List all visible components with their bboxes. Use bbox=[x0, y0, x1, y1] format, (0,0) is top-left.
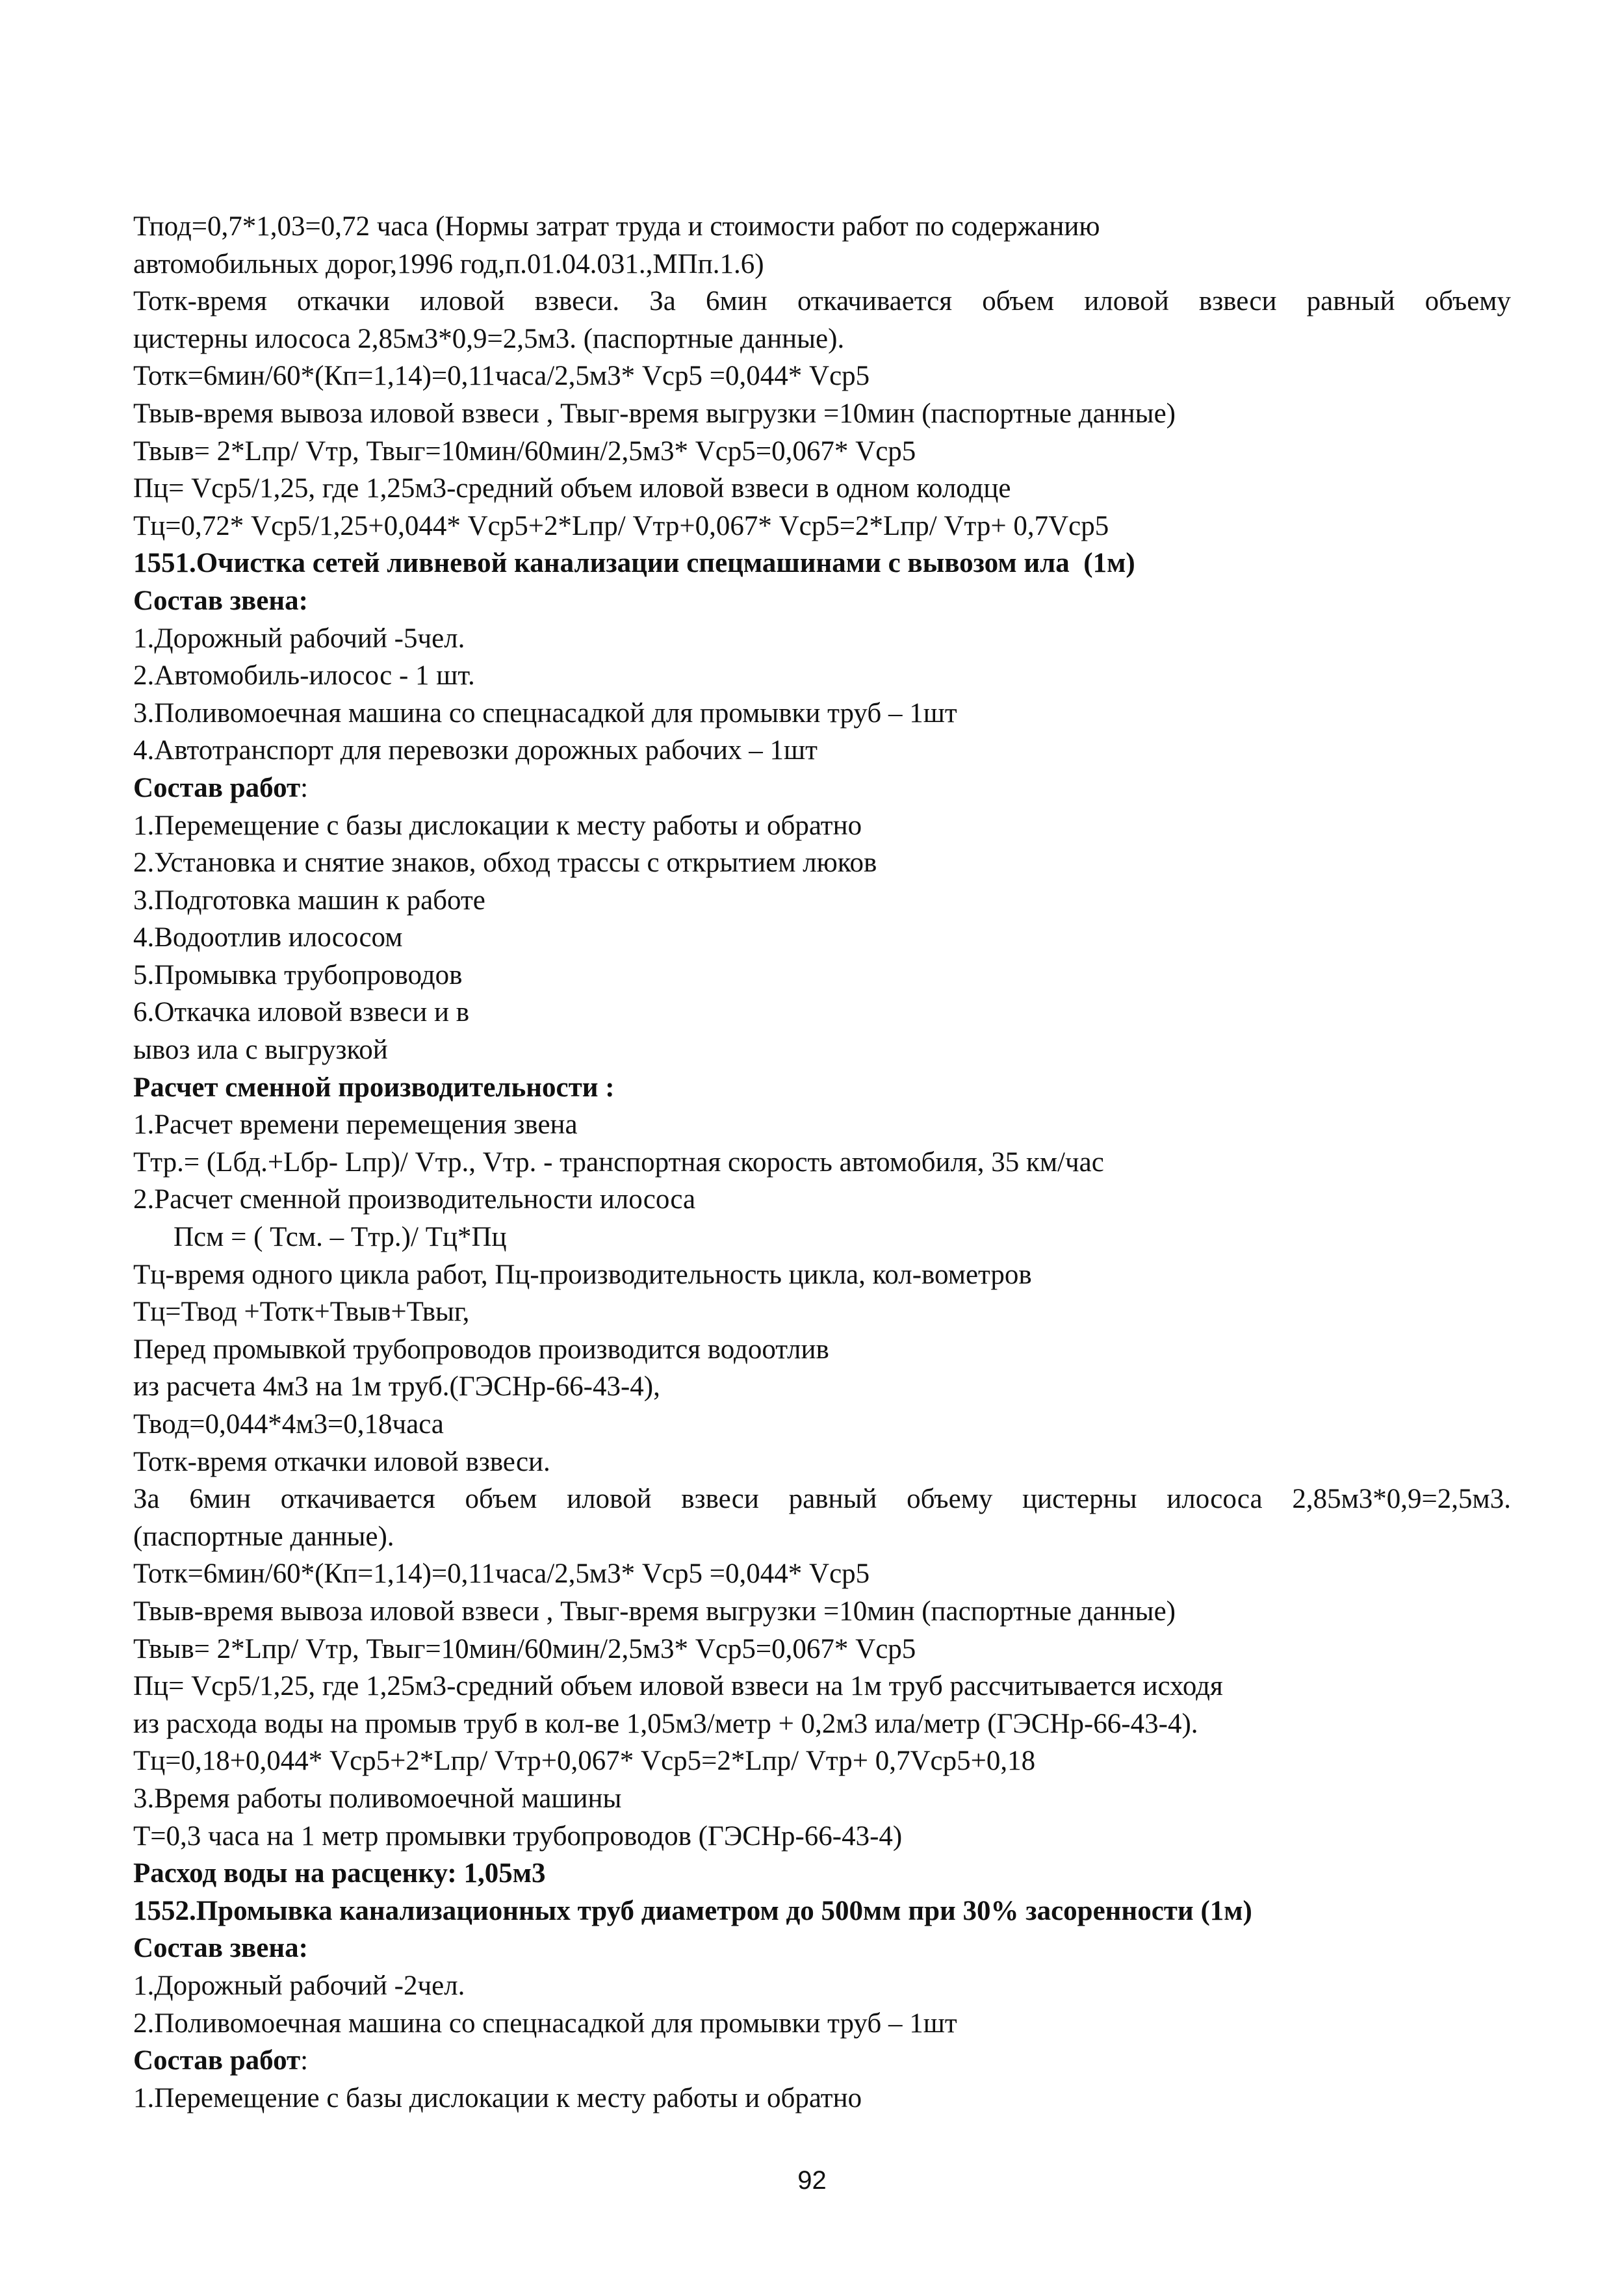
text-line: Тц=0,18+0,044* Vср5+2*Lпр/ Vтр+0,067* Vср5=2*Lпр/ Vтр+ 0,7Vср5+0,18 bbox=[133, 1746, 1036, 1777]
text-line: 3.Поливомоечная машина со спецнасадкой для промывки труб – 1шт bbox=[133, 697, 957, 729]
heading-text: Состав работ bbox=[133, 772, 301, 803]
text-line: Пц= Vср5/1,25, где 1,25м3-средний объем иловой взвеси в одном колодце bbox=[133, 473, 1011, 504]
text-line: 4.Водоотлив илососом bbox=[133, 922, 403, 953]
text-line: Тотк=6мин/60*(Кп=1,14)=0,11часа/2,5м3* Vср5 =0,044* Vср5 bbox=[133, 361, 870, 392]
text-line: Ттр.= (Lбд.+Lбр- Lпр)/ Vтр., Vтр. - транспортная скорость автомобиля, 35 км/час bbox=[133, 1146, 1104, 1178]
text-line: из расчета 4м3 на 1м труб.(ГЭСНр-66-43-4), bbox=[133, 1371, 660, 1402]
page-number: 92 bbox=[797, 2166, 827, 2195]
text-line: Твод=0,044*4м3=0,18часа bbox=[133, 1409, 444, 1440]
text-line: 2.Автомобиль-илосос - 1 шт. bbox=[133, 660, 475, 691]
text-line: 2.Расчет сменной производительности илососа bbox=[133, 1184, 696, 1215]
text-line: 1.Дорожный рабочий -2чел. bbox=[133, 1970, 465, 2001]
text-line: 3.Время работы поливомоечной машины bbox=[133, 1783, 622, 1814]
document-body bbox=[133, 208, 1511, 2117]
heading-line bbox=[133, 769, 1511, 807]
text-line: (паспортные данные). bbox=[133, 1521, 394, 1552]
heading-line: Состав звена: bbox=[133, 585, 308, 616]
text-line: Тц=Твод +Тотк+Твыв+Твыг, bbox=[133, 1297, 470, 1328]
text-line: Тотк=6мин/60*(Кп=1,14)=0,11часа/2,5м3* Vср5 =0,044* Vср5 bbox=[133, 1558, 870, 1590]
text-line: цистерны илососа 2,85м3*0,9=2,5м3. (паспортные данные). bbox=[133, 323, 845, 354]
text-line: Твыв= 2*Lпр/ Vтр, Твыг=10мин/60мин/2,5м3* Vср5=0,067* Vср5 bbox=[133, 435, 916, 467]
text-line: Тц-время одного цикла работ, Пц-производительность цикла, кол-вометров bbox=[133, 1259, 1032, 1290]
heading-line bbox=[133, 2042, 1511, 2080]
text-line: Твыв-время вывоза иловой взвеси , Твыг-время выгрузки =10мин (паспортные данные) bbox=[133, 1596, 1176, 1627]
text-line: 1.Дорожный рабочий -5чел. bbox=[133, 623, 465, 654]
text-line: 4.Автотранспорт для перевозки дорожных рабочих – 1шт bbox=[133, 735, 818, 766]
text-line: 5.Промывка трубопроводов bbox=[133, 959, 463, 990]
text-line: За 6мин откачивается объем иловой взвеси равный объему цистерны илососа 2,85м3*0,9=2,5м3. bbox=[133, 1484, 1511, 1515]
text-line: Тотк-время откачки иловой взвеси. За 6мин откачивается объем иловой взвеси равный объему bbox=[133, 286, 1511, 317]
text-line: Твыв-время вывоза иловой взвеси , Твыг-время выгрузки =10мин (паспортные данные) bbox=[133, 398, 1176, 429]
text-line: Твыв= 2*Lпр/ Vтр, Твыг=10мин/60мин/2,5м3* Vср5=0,067* Vср5 bbox=[133, 1633, 916, 1664]
text-line: Пц= Vср5/1,25, где 1,25м3-средний объем иловой взвеси на 1м труб рассчитывается исходя bbox=[133, 1671, 1223, 1702]
text-line: 1.Расчет времени перемещения звена bbox=[133, 1109, 578, 1141]
heading-line: 1551.Очистка сетей ливневой канализации спецмашинами с вывозом ила (1м) bbox=[133, 548, 1135, 579]
text-line: Перед промывкой трубопроводов производится водоотлив bbox=[133, 1334, 829, 1365]
heading-text: Состав работ bbox=[133, 2045, 301, 2076]
text-line: Тц=0,72* Vср5/1,25+0,044* Vср5+2*Lпр/ Vтр+0,067* Vср5=2*Lпр/ Vтр+ 0,7Vср5 bbox=[133, 510, 1109, 541]
text-line: ывоз ила с выгрузкой bbox=[133, 1035, 388, 1066]
text-line: Тпод=0,7*1,03=0,72 часа (Нормы затрат труда и стоимости работ по содержанию bbox=[133, 211, 1100, 242]
text-line: 6.Откачка иловой взвеси и в bbox=[133, 997, 470, 1028]
heading-suffix: : bbox=[300, 772, 309, 803]
text-line: 2.Установка и снятие знаков, обход трассы с открытием люков bbox=[133, 847, 877, 879]
text-line: 2.Поливомоечная машина со спецнасадкой для промывки труб – 1шт bbox=[133, 2008, 957, 2039]
heading-line: Расчет сменной производительности : bbox=[133, 1072, 615, 1103]
text-line: из расхода воды на промыв труб в кол-ве 1,05м3/метр + 0,2м3 ила/метр (ГЭСНр-66-43-4). bbox=[133, 1708, 1198, 1739]
text-line: Т=0,3 часа на 1 метр промывки трубопроводов (ГЭСНр-66-43-4) bbox=[133, 1820, 903, 1852]
text-line: Тотк-время откачки иловой взвеси. bbox=[133, 1446, 550, 1477]
text-line: 3.Подготовка машин к работе bbox=[133, 885, 485, 916]
text-line: автомобильных дорог,1996 год,п.01.04.031.,МПп.1.6) bbox=[133, 248, 764, 279]
text-line: Псм = ( Тсм. – Ттр.)/ Тц*Пц bbox=[174, 1222, 507, 1253]
heading-suffix: : bbox=[300, 2045, 309, 2076]
heading-line: 1552.Промывка канализационных труб диаметром до 500мм при 30% засоренности (1м) bbox=[133, 1895, 1252, 1926]
heading-line: Расход воды на расценку: 1,05м3 bbox=[133, 1858, 546, 1889]
text-line: 1.Перемещение с базы дислокации к месту работы и обратно bbox=[133, 810, 862, 841]
heading-line: Состав звена: bbox=[133, 1933, 308, 1964]
text-line: 1.Перемещение с базы дислокации к месту работы и обратно bbox=[133, 2082, 862, 2113]
